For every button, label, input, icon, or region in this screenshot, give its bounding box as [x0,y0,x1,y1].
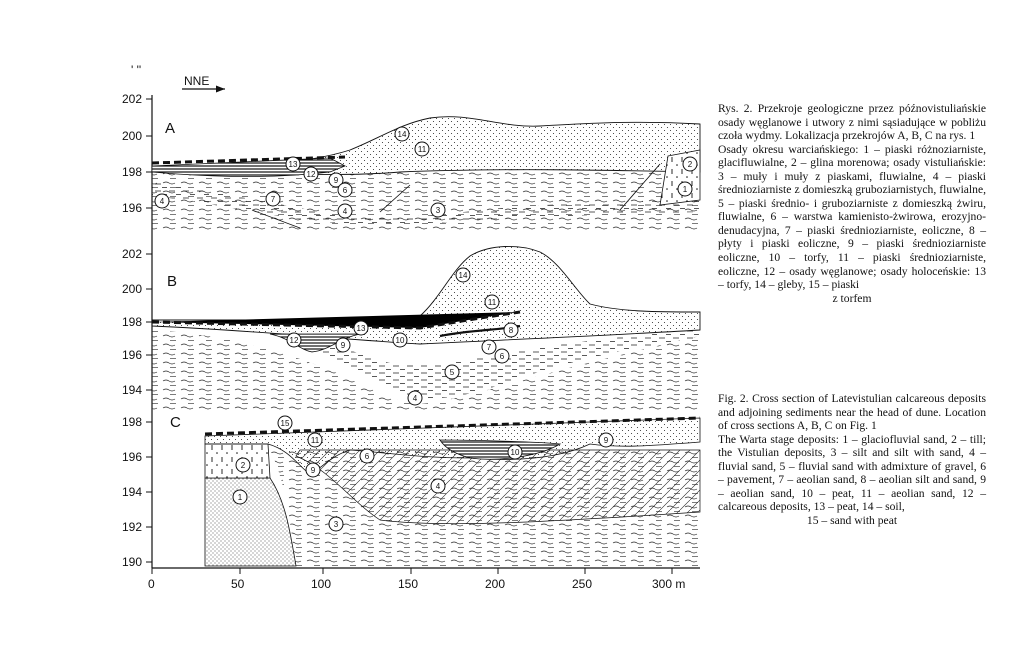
direction-indicator [182,74,225,93]
svg-text:12: 12 [289,336,299,345]
arrow-right-icon [216,86,225,93]
y-tick-label: 198 [122,415,143,429]
caption-en-body: The Warta stage deposits: 1 – glaciofluvial sand, 2 – till; the Vistulian deposits, 3 – silt and silt with sand, 4 – fluvial sand, 5 – fluvial sand with admixture of gravel, 6 – pavement, 7 – aeolian sand, 8 – aeolian silt and sand, 9 – aeolian sand, 10 – peat, 11 – aeolian sand, 12 – calcareous deposits, 13 – peat, 14 – soil, [718,432,986,514]
unit-marker [233,490,247,504]
panel-letter-c: C [170,414,181,431]
unit-marker [286,157,300,171]
svg-text:4: 4 [412,394,418,403]
svg-text:9: 9 [310,466,316,475]
x-axis [148,568,700,591]
unit-marker [599,433,613,447]
layer-glaciofluvial-sand [205,478,296,566]
svg-text:14: 14 [397,130,407,139]
caption-en-title: Fig. 2. Cross section of Latevistulian calcareous deposits and adjoining sediments near the head of dune. Location of cross sections A, B, C on Fig. 1 [718,392,986,433]
y-tick-label: 198 [122,315,143,329]
unit-marker [395,127,409,141]
svg-text:7: 7 [270,195,276,204]
y-tick-label: 200 [122,129,143,143]
svg-text:12: 12 [306,170,316,179]
svg-text:2: 2 [240,461,246,470]
svg-text:4: 4 [435,482,441,491]
y-tick-labels-c [122,415,152,569]
caption-polish [718,102,986,305]
svg-text:9: 9 [340,341,346,350]
unit-marker [304,167,318,181]
y-tick-label: 200 [122,282,143,296]
panel-letter-a: A [165,120,176,137]
layer-dune-sand [152,246,700,344]
svg-text:6: 6 [499,352,505,361]
unit-marker [393,333,407,347]
x-tick-label: 0 [148,577,155,591]
svg-text:5: 5 [449,368,455,377]
y-tick-label: 198 [122,165,143,179]
caption-english [718,392,986,527]
panel-c [122,414,700,569]
unit-marker [431,203,445,217]
unit-marker [678,182,692,196]
y-tick-label: 202 [122,247,143,261]
svg-text:1: 1 [682,185,688,194]
svg-text:9: 9 [603,436,609,445]
svg-text:7: 7 [486,343,492,352]
unit-marker [431,479,445,493]
caption-pl-last-line: z torfem [832,291,872,305]
svg-text:2: 2 [687,160,693,169]
svg-text:11: 11 [487,298,497,307]
svg-text:15: 15 [280,419,290,428]
unit-marker [495,349,509,363]
panel-letter-b: B [167,273,178,290]
unit-marker [354,321,368,335]
unit-marker [287,333,301,347]
unit-marker [336,338,350,352]
svg-text:13: 13 [356,324,366,333]
unit-marker [482,340,496,354]
caption-pl-title: Rys. 2. Przekroje geologiczne przez późnovistuliańskie osady węglanowe i utwory z nimi sąsiadujące w pobliżu czoła wydmy. Lokalizacja przekrojów A, B, C na rys. 1 [718,102,986,143]
svg-text:' '': ' '' [131,63,142,77]
unit-marker [508,445,522,459]
caption-en-last-line: 15 – sand with peat [806,513,898,527]
unit-marker [236,458,250,472]
unit-marker [278,416,292,430]
panel-a [122,92,700,232]
svg-text:8: 8 [508,326,514,335]
x-tick-label: 300 m [652,577,686,591]
x-tick-label: 50 [231,577,245,591]
svg-text:11: 11 [417,145,427,154]
unit-marker [408,391,422,405]
caption-pl-body: Osady okresu warciańskiego: 1 – piaski różnoziarniste, glacifluwialne, 2 – glina morenowa; osady vistuliańskie: 3 – muły i muły z piaskami, fluwialne, 4 – piaski średnioziarniste z domieszką gruboziarnistych, fluwialne, 5 – piaski średnio- i gruboziarniste z domieszką żwiru, fluwialne, 6 – warstwa kamienisto-żwirowa, erozyjno-denudacyjna, 7 – piaski średnioziarniste, eoliczne, 8 – płyty i piaski eoliczne, 9 – piaski średnioziarniste eoliczne, 10 – torfy, 11 – piaski średnioziarniste, eoliczne, 12 – osady węglanowe; osady holoceńskie: 13 – torfy, 14 – gleby, 15 – piaski [718,142,986,292]
svg-text:4: 4 [159,197,165,206]
y-tick-label: 192 [122,520,143,534]
unit-marker [445,365,459,379]
y-tick-label: 190 [122,555,143,569]
unit-marker [415,142,429,156]
y-tick-label: 196 [122,201,143,215]
unit-marker [504,323,518,337]
svg-text:9: 9 [333,176,339,185]
y-tick-label: 194 [122,485,143,499]
y-tick-labels-b [122,247,152,397]
svg-text:10: 10 [395,336,405,345]
svg-text:4: 4 [342,207,348,216]
svg-text:3: 3 [435,206,441,215]
svg-text:1: 1 [237,493,243,502]
x-tick-label: 100 [311,577,332,591]
unit-marker [306,463,320,477]
unit-marker [266,192,280,206]
svg-text:10: 10 [510,448,520,457]
svg-text:11: 11 [310,436,320,445]
svg-text:3: 3 [333,520,339,529]
unit-marker [683,157,697,171]
panel-b [122,246,700,410]
y-tick-label: 196 [122,450,143,464]
svg-text:6: 6 [364,452,370,461]
y-tick-label: 196 [122,348,143,362]
unit-marker [155,194,169,208]
svg-text:13: 13 [288,160,298,169]
y-tick-labels-a [122,92,152,215]
unit-marker [308,433,322,447]
x-tick-label: 250 [572,577,593,591]
direction-label: NNE [184,74,210,88]
unit-marker [456,268,470,282]
unit-marker [329,517,343,531]
unit-marker [338,183,352,197]
unit-marker [338,204,352,218]
x-tick-label: 150 [398,577,419,591]
y-tick-label: 202 [122,92,143,106]
y-tick-label: 194 [122,383,143,397]
x-tick-label: 200 [485,577,506,591]
unit-marker [360,449,374,463]
unit-marker [485,295,499,309]
svg-text:6: 6 [342,186,348,195]
svg-text:14: 14 [458,271,468,280]
